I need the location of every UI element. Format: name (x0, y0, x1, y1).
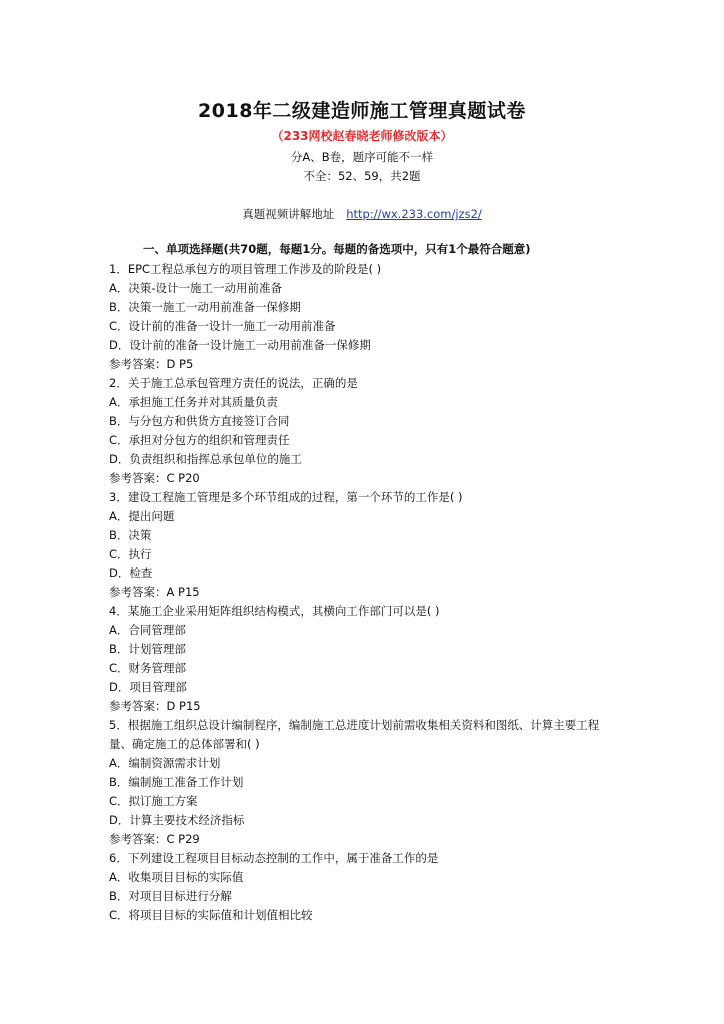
question-4-option-b: B．计划管理部 (109, 642, 186, 656)
question-2-option-a: A．承担施工任务并对其质量负责 (109, 395, 278, 409)
video-line (0, 206, 724, 222)
page-subtitle: （233网校赵春晓老师修改版本） (271, 129, 453, 143)
question-5-option-d: D．计算主要技术经济指标 (109, 813, 245, 827)
question-5-option-b: B．编制施工准备工作计划 (109, 775, 244, 789)
question-5: 5．根据施工组织总设计编制程序，编制施工总进度计划前需收集相关资料和图纸、计算主要工程量、确定施工的总体部署和( ) (109, 718, 600, 751)
question-1: 1．EPC工程总承包方的项目管理工作涉及的阶段是( ) (109, 262, 382, 276)
section-title: 一、单项选择题(共70题，每题1分。每题的备选项中，只有1个最符合题意) (143, 242, 531, 256)
question-4-option-d: D．项目管理部 (109, 680, 187, 694)
question-6-option-b: B．对项目目标进行分解 (109, 889, 232, 903)
question-4-option-a: A．合同管理部 (109, 623, 186, 637)
question-3-option-c: C．执行 (109, 547, 152, 561)
question-4: 4．某施工企业采用矩阵组织结构模式，其横向工作部门可以是( ) (109, 604, 440, 618)
question-6-option-a: A．收集项目目标的实际值 (109, 870, 244, 884)
question-4-option-c: C．财务管理部 (109, 661, 187, 675)
question-5-answer: 参考答案：C P29 (109, 832, 200, 846)
question-2-option-d: D．负责组织和指挥总承包单位的施工 (109, 452, 302, 466)
question-2: 2．关于施工总承包管理方责任的说法，正确的是 (109, 376, 358, 390)
video-link[interactable]: http://wx.233.com/jzs2/ (346, 207, 482, 221)
question-2-option-b: B．与分包方和供货方直接签订合同 (109, 414, 290, 428)
question-3-option-a: A．提出问题 (109, 509, 175, 523)
question-6: 6．下列建设工程项目目标动态控制的工作中，属于准备工作的是 (109, 851, 439, 865)
question-3-option-d: D．检查 (109, 566, 153, 580)
question-3-option-b: B．决策 (109, 528, 152, 542)
question-2-answer: 参考答案：C P20 (109, 471, 200, 485)
question-list (109, 260, 619, 925)
question-6-option-c: C．将项目目标的实际值和计划值相比较 (109, 908, 313, 922)
question-4-answer: 参考答案：D P15 (109, 699, 201, 713)
question-5-option-c: C．拟订施工方案 (109, 794, 198, 808)
question-2-option-c: C．承担对分包方的组织和管理责任 (109, 433, 290, 447)
question-1-option-a: A．决策-设计一施工一动用前准备 (109, 281, 283, 295)
exam-note-missing: 不全：52、59，共2题 (303, 169, 421, 183)
exam-note-versions: 分A、B卷，题序可能不一样 (290, 150, 434, 164)
question-1-option-b: B．决策一施工一动用前准备一保修期 (109, 300, 301, 314)
question-1-answer: 参考答案：D P5 (109, 357, 194, 371)
video-label: 真题视频讲解地址 (242, 207, 335, 221)
question-1-option-d: D．设计前的准备一设计施工一动用前准备一保修期 (109, 338, 371, 352)
question-3-answer: 参考答案：A P15 (109, 585, 200, 599)
question-3: 3．建设工程施工管理是多个环节组成的过程，第一个环节的工作是( ) (109, 490, 463, 504)
question-1-option-c: C．设计前的准备一设计一施工一动用前准备 (109, 319, 336, 333)
question-5-option-a: A．编制资源需求计划 (109, 756, 221, 770)
page-title: 2018年二级建造师施工管理真题试卷 (198, 100, 526, 122)
